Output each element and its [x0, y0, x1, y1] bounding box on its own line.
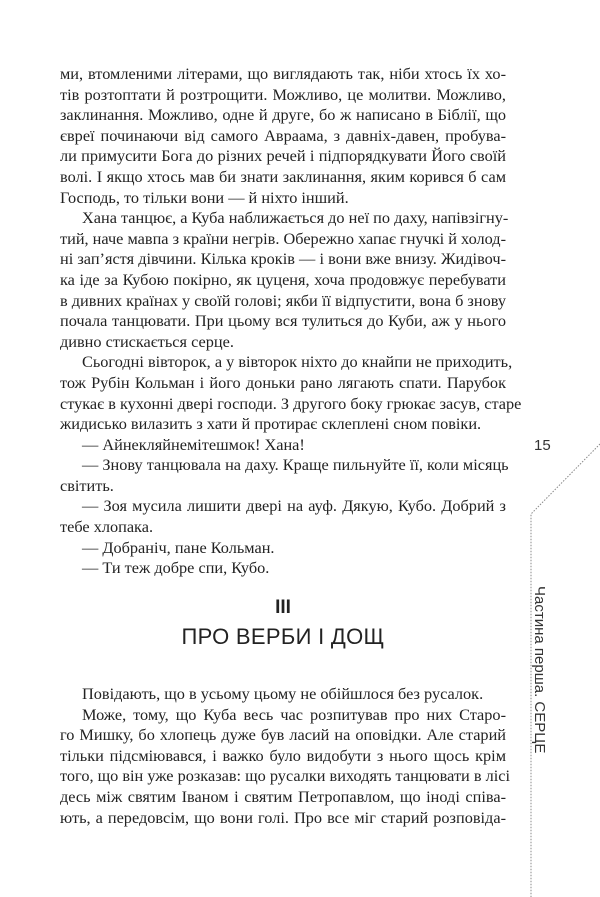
text-line: — Знову танцювала на даху. Краще пильнуйте її, коли місяць — [82, 455, 509, 475]
text-line: жидисько вилазить з хати й протирає склеплені сном повіки. — [60, 414, 482, 434]
text-line: го Мишку, бо хлопець дуже був ласий на оповідки. Але старий — [60, 725, 506, 745]
text-line: в дивних країнах у своїй голові; якби її відпустити, вона б знову — [60, 290, 506, 310]
text-line: стукає в кухонні двері господи. З другого боку грюкає засув, старе — [60, 393, 522, 413]
text-line: ні зап’ястя дівчини. Кілька кроків — і вони вже внизу. Жидівоч- — [60, 249, 506, 269]
text-line: євреї починаючи від самого Авраама, з давніх-давен, пробува- — [60, 125, 506, 145]
text-line: тий, наче мавпа з країни негрів. Обережно хапає гнучкі й холод- — [60, 228, 506, 248]
body-text-top — [60, 64, 522, 579]
running-head: Частина перша. СЕРЦЕ — [531, 586, 548, 754]
chapter-title: ПРО ВЕРБИ І ДОЩ — [181, 624, 385, 649]
text-line: тож Рубін Кольман і його доньки рано лягають спати. Парубок — [60, 372, 506, 392]
text-line: тільки підсміювався, і важко було видобути з нього щось крім — [60, 745, 506, 765]
text-line: Сьогодні вівторок, а у вівторок ніхто до кнайпи не приходить, — [82, 352, 513, 372]
text-line: світить. — [60, 475, 114, 495]
text-line: Хана танцює, а Куба наближається до неї по даху, напівзігну- — [82, 208, 509, 228]
text-line: — Добраніч, пане Кольман. — [82, 537, 275, 557]
text-line: Повідають, що в усьому цьому не обійшлося без русалок. — [82, 684, 484, 703]
text-line: — Ти теж добре спи, Кубо. — [82, 558, 270, 578]
text-line: почала танцювати. При цьому вся тулиться до Куби, аж у нього — [60, 311, 506, 331]
text-line: волі. І якщо хтось мав би знати заклинання, яким корився б сам — [60, 166, 506, 186]
text-line: тебе хлопака. — [60, 517, 154, 537]
text-line: того, що він уже розказав: що русалки виходять танцювати в лісі — [60, 766, 510, 786]
body-text-chapter — [60, 684, 510, 828]
text-line: тів розтоптати й розтрощити. Можливо, це молитви. Можливо, — [60, 84, 506, 104]
text-line: заклинання. Можливо, одне й друге, бо ж написано в Біблії, що — [60, 105, 506, 125]
text-line: ли примусити Бога до різних речей і підпорядкувати Його своїй — [60, 146, 506, 166]
chapter-number: III — [275, 597, 291, 618]
text-line: десь між святим Іваном і святим Петропавлом, що іноді співа- — [60, 786, 506, 806]
text-line: — Айнекляйнемітешмок! Хана! — [82, 434, 305, 454]
text-line: ка іде за Кубою покірно, як цуценя, хоча продовжує перебувати — [60, 269, 506, 289]
page-number: 15 — [534, 437, 551, 454]
text-line: дивно стискається серце. — [60, 331, 234, 351]
text-line: Господь, то тільки вони — й ніхто інший. — [60, 187, 349, 207]
text-line: Може, тому, що Куба весь час розпитував про них Старо- — [82, 704, 506, 724]
text-line: — Зоя мусила лишити двері на ауф. Дякую, Кубо. Добрий з — [82, 496, 506, 516]
text-line: ють, а передовсім, що вони голі. Про все міг старий розповіда- — [60, 807, 506, 827]
text-line: ми, втомленими літерами, що виглядають так, ніби хтось їх хо- — [60, 64, 506, 83]
